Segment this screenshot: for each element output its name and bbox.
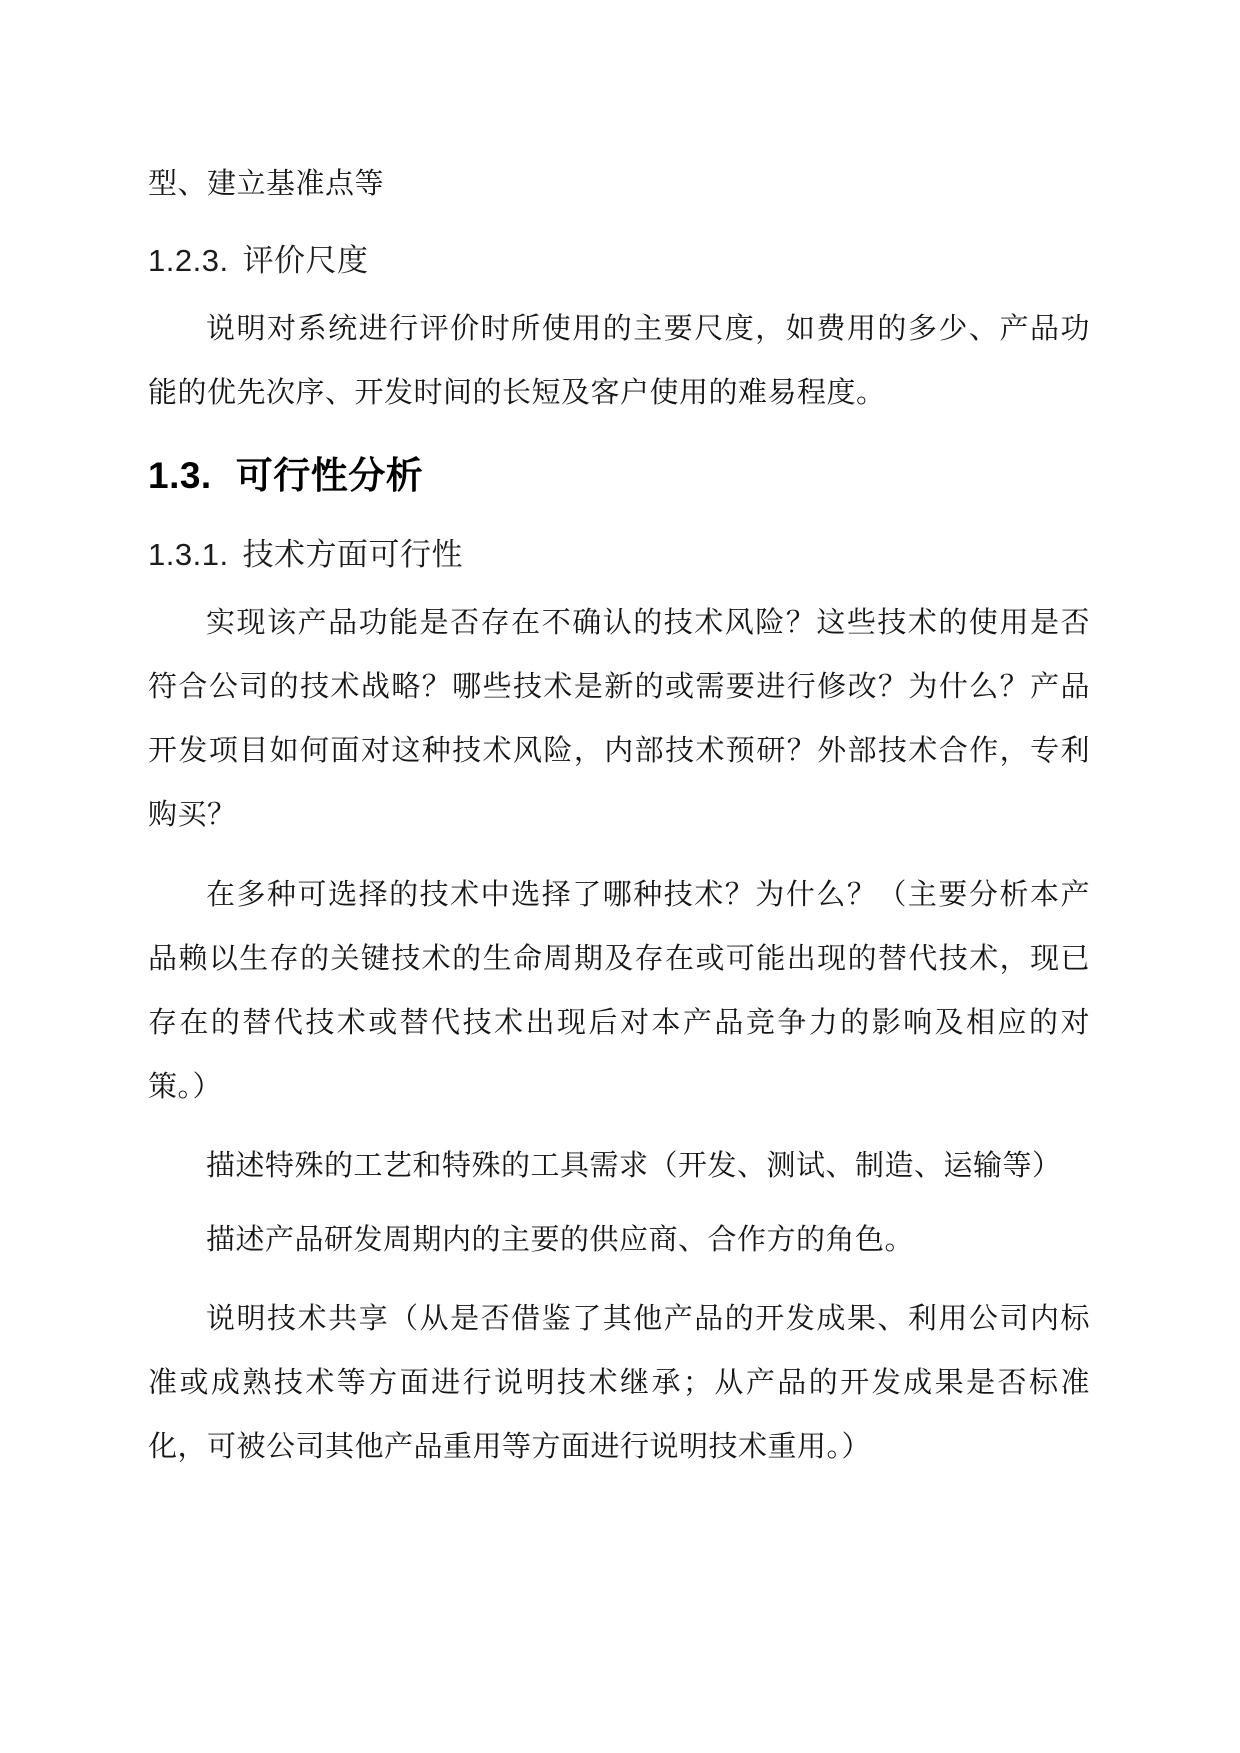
heading-number: 1.3.1. — [148, 537, 229, 572]
paragraph-special-tools: 描述特殊的工艺和特殊的工具需求（开发、测试、制造、运输等） — [206, 1150, 1062, 1182]
paragraph-tech-risk: 实现该产品功能是否存在不确认的技术风险？这些技术的使用是否符合公司的技术战略？哪些技术是新的或需要进行修改？为什么？产品开发项目如何面对这种技术风险，内部技术预研？外部技术合作，专利购买？ — [148, 607, 1090, 831]
heading-title: 技术方面可行性 — [242, 537, 464, 572]
heading-number: 1.2.3. — [148, 243, 229, 278]
heading-1-2-3 — [148, 239, 1090, 283]
heading-1-3 — [148, 451, 1090, 501]
heading-number: 1.3. — [148, 455, 212, 496]
paragraph-evaluation-scale: 说明对系统进行评价时所使用的主要尺度，如费用的多少、产品功能的优先次序、开发时间的长短及客户使用的难易程度。 — [148, 313, 1090, 409]
paragraph-suppliers: 描述产品研发周期内的主要的供应商、合作方的角色。 — [206, 1224, 915, 1256]
heading-title: 评价尺度 — [242, 243, 369, 278]
continuation-line: 型、建立基准点等 — [148, 168, 385, 200]
paragraph-tech-sharing: 说明技术共享（从是否借鉴了其他产品的开发成果、利用公司内标准或成熟技术等方面进行说明技术继承；从产品的开发成果是否标准化，可被公司其他产品重用等方面进行说明技术重用。） — [148, 1303, 1090, 1463]
heading-1-3-1 — [148, 533, 1090, 577]
paragraph-tech-choice: 在多种可选择的技术中选择了哪种技术？为什么？（主要分析本产品赖以生存的关键技术的生命周期及存在或可能出现的替代技术，现已存在的替代技术或替代技术出现后对本产品竞争力的影响及相应的对策。） — [148, 879, 1090, 1103]
heading-title: 可行性分析 — [235, 455, 424, 496]
